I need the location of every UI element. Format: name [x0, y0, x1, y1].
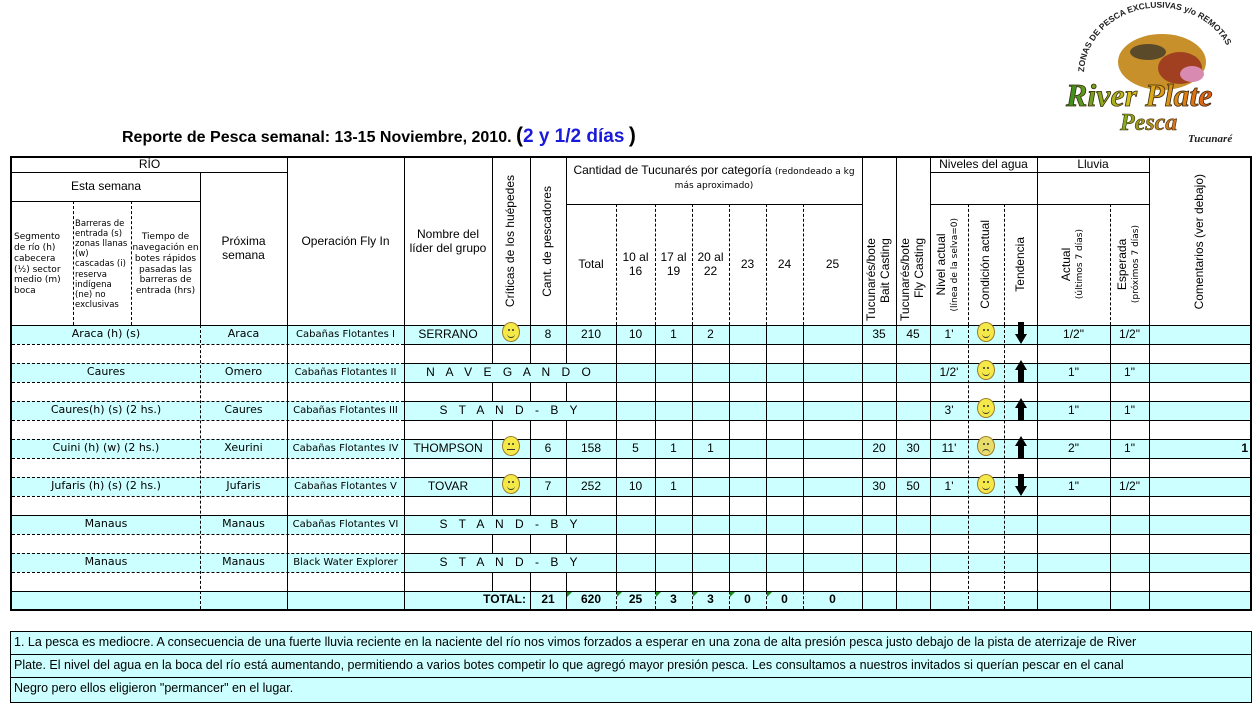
grid-line [12, 496, 404, 497]
row-category-count [803, 325, 862, 344]
row-nivel: 1' [944, 326, 954, 341]
total-category: 0 [744, 592, 751, 607]
arrow-up-icon [1015, 360, 1027, 382]
row-lluvia-esperada: 1/2" [1119, 326, 1140, 341]
row-lider: TOVAR [427, 478, 469, 493]
header-tendencia [1004, 204, 1037, 325]
header-lluvia-esperada [1110, 204, 1149, 325]
grid-line [692, 325, 693, 591]
header-lluvia-esperada-note: (próximos 7 días) [1130, 225, 1141, 304]
header-esta-semana: Esta semana [70, 178, 142, 193]
row-comentario [1149, 477, 1250, 496]
smiley-face-icon [977, 474, 995, 494]
neutral-face-icon [502, 436, 520, 456]
row-segmento: Manaus [84, 517, 128, 531]
row-critica [492, 433, 530, 458]
smiley-face-icon [977, 322, 995, 342]
river-plate-logo [1062, 2, 1254, 150]
row-category-count: 1 [670, 440, 677, 455]
row-fly: 50 [906, 478, 920, 493]
row-proxima: Araca [227, 327, 260, 341]
row-fly: 30 [906, 440, 920, 455]
row-operacion: Cabañas Flotantes IV [292, 442, 399, 454]
row-category-count: 2 [707, 326, 714, 341]
grid-line [1037, 591, 1038, 609]
row-proxima: Omero [224, 365, 263, 379]
title-open-paren: ( [515, 124, 523, 147]
header-bait-casting-text [865, 238, 893, 321]
row-total: 158 [580, 440, 602, 455]
row-proxima: Manaus [222, 555, 265, 569]
header-bait-casting [862, 158, 896, 325]
error-indicator [730, 592, 735, 597]
fishing-report-table [10, 156, 1252, 611]
total-pescadores: 21 [541, 592, 555, 607]
error-indicator [617, 592, 622, 597]
row-category-count: 5 [632, 440, 639, 455]
header-category: 25 [825, 256, 840, 271]
row-total: 210 [580, 326, 602, 341]
header-barreras: Barreras de entrada (s) zonas llanas (w) cascadas (i) reserva indígena (ne) no exclusivas [75, 218, 128, 311]
row-fly: 45 [906, 326, 920, 341]
grid-line [766, 325, 767, 591]
row-category-count: 1 [707, 440, 714, 455]
row-status: S T A N D - B Y [405, 402, 616, 420]
title-close-paren: ) [628, 124, 636, 147]
total-category: 3 [707, 592, 714, 607]
row-bait: 35 [872, 326, 886, 341]
grid-line [655, 325, 656, 591]
header-tiempo: Tiempo de navegación en botes rápidos pasadas las barreras de entrada (hrs) [132, 232, 199, 297]
row-lluvia-esperada: 1" [1124, 440, 1135, 455]
header-lluvia-actual-text [1060, 229, 1088, 299]
row-segmento: Manaus [84, 555, 128, 569]
grid-line [1149, 591, 1150, 609]
row-lluvia-actual: 1" [1068, 478, 1079, 493]
grid-line [930, 591, 931, 609]
header-category: 23 [740, 256, 755, 271]
header-condicion [968, 204, 1004, 325]
header-nivel-actual-main: Nivel actual [934, 233, 949, 296]
header-nivel-actual [930, 204, 968, 325]
comments-box [10, 631, 1252, 703]
row-lluvia-actual: 1/2" [1063, 326, 1084, 341]
smiley-face-icon [977, 360, 995, 380]
header-cantidad-main: Cantidad de Tucunarés por categoría [573, 163, 772, 177]
smiley-face-icon [502, 474, 520, 494]
error-indicator [693, 592, 698, 597]
row-comentario [1149, 401, 1250, 420]
row-tendencia [1004, 397, 1037, 420]
row-nivel: 1/2' [939, 364, 959, 379]
row-fly [896, 363, 930, 382]
row-bait [862, 363, 896, 382]
row-category-count [729, 477, 766, 496]
header-condicion-text [979, 220, 993, 309]
row-lluvia-actual: 2" [1068, 440, 1079, 455]
header-category: 17 al 19 [660, 249, 687, 278]
row-proxima: Caures [224, 403, 263, 417]
row-lluvia-esperada: 1" [1124, 364, 1135, 379]
header-proxima: Próxima semana [221, 233, 266, 262]
header-nivel-actual-note: (línea de la selva=0) [950, 217, 960, 312]
row-tendencia [1004, 321, 1037, 344]
header-rio: RÍO [138, 158, 161, 172]
arrow-up-icon [1015, 398, 1027, 420]
header-fly-casting-text [899, 238, 927, 321]
row-total: 252 [580, 478, 602, 493]
header-lluvia: Lluvia [1077, 158, 1109, 172]
row-lluvia-esperada: 1/2" [1119, 478, 1140, 493]
row-condicion [968, 471, 1004, 496]
row-category-count [766, 477, 803, 496]
header-lluvia-actual-main: Actual [1058, 247, 1073, 282]
header-lluvia-actual [1037, 204, 1110, 325]
grid-line [12, 344, 404, 345]
logo-tag: Tucunaré [1188, 133, 1233, 145]
row-bait [862, 401, 896, 420]
row-category-count [803, 477, 862, 496]
header-criticas [492, 158, 530, 325]
row-condicion [968, 395, 1004, 420]
row-category-count [729, 325, 766, 344]
total-total: 620 [580, 592, 602, 607]
logo-arc-text: ZONAS DE PESCA EXCLUSIVAS y/o REMOTAS [1075, 2, 1234, 73]
row-proxima: Xeurini [224, 441, 263, 455]
row-condicion [968, 357, 1004, 382]
row-segmento: Cuini (h) (w) (2 hs.) [52, 441, 160, 455]
grid-line [12, 382, 404, 383]
report-title [122, 124, 636, 148]
row-nivel: 11' [941, 440, 957, 455]
row-segmento: Araca (h) (s) [71, 327, 141, 341]
row-status: S T A N D - B Y [405, 554, 616, 572]
error-indicator [567, 592, 572, 597]
grid-line [12, 534, 404, 535]
row-category-count [692, 477, 729, 496]
header-lider: Nombre del líder del grupo [409, 226, 487, 255]
header-lluvia-esperada-text [1116, 225, 1144, 303]
row-lluvia-actual: 1" [1068, 402, 1079, 417]
grid-line [862, 591, 863, 609]
grid-line [12, 201, 200, 202]
row-tendencia [1004, 359, 1037, 382]
report-title-main: Reporte de Pesca semanal: 13-15 Noviembre, 2010. [122, 129, 512, 146]
row-comentario [1149, 325, 1250, 344]
header-tendencia-text [1014, 237, 1028, 292]
total-label: TOTAL: [483, 592, 526, 607]
row-lider: THOMPSON [413, 440, 483, 455]
header-fly-casting-line1: Tucunarés/bote [898, 238, 913, 321]
row-operacion: Cabañas Flotantes VI [292, 518, 399, 530]
smiley-face-icon [502, 322, 520, 342]
header-criticas-text: Críticas de los huépedes [503, 175, 518, 308]
row-comentario: 1 [1241, 440, 1248, 455]
header-condicion-main: Condición actual [978, 220, 993, 309]
row-condicion [968, 319, 1004, 344]
row-condicion [968, 433, 1004, 458]
error-indicator [656, 592, 661, 597]
logo-brand: River Plate [1066, 77, 1213, 113]
row-operacion: Cabañas Flotantes II [294, 366, 397, 378]
row-category-count [803, 439, 862, 458]
total-category: 25 [628, 592, 643, 607]
row-fly [896, 401, 930, 420]
header-cantidad-note: (redondeado a kg más aproximado) [674, 167, 855, 191]
row-operacion: Cabañas Flotantes I [296, 328, 395, 340]
comment-line: Negro pero ellos eligieron "permancer" en el lugar. [11, 678, 1251, 702]
smiley-face-icon [977, 398, 995, 418]
row-status: N A V E G A N D O [405, 364, 616, 382]
error-indicator [767, 592, 772, 597]
row-proxima: Jufaris [226, 479, 261, 493]
row-category-count [766, 325, 803, 344]
row-category-count: 10 [628, 326, 643, 341]
grid-line [12, 458, 404, 459]
row-category-count: 1 [670, 326, 677, 341]
row-segmento: Caures [86, 365, 126, 379]
row-bait: 20 [872, 440, 886, 455]
header-lluvia-esperada-main: Esperada [1114, 238, 1129, 291]
grid-line [930, 172, 1149, 173]
header-category: 10 al 16 [622, 249, 649, 278]
title-days: 2 y 1/2 días [522, 126, 625, 147]
row-lider: SERRANO [418, 326, 478, 341]
grid-line [12, 420, 404, 421]
row-status: S T A N D - B Y [405, 516, 616, 534]
arrow-down-icon [1015, 474, 1027, 496]
row-tendencia [1004, 473, 1037, 496]
grid-line [12, 591, 404, 592]
header-operacion: Operación Fly In [301, 233, 390, 248]
row-nivel: 1' [944, 478, 954, 493]
row-critica [492, 319, 530, 344]
arrow-up-icon [1015, 436, 1027, 458]
header-bait-casting-line1: Tucunarés/bote [864, 238, 879, 321]
header-cantidad [566, 158, 862, 204]
header-comentarios [1149, 158, 1250, 325]
row-proxima: Manaus [222, 517, 265, 531]
row-pescadores: 7 [544, 478, 552, 493]
row-segmento: Caures(h) (s) (2 hs.) [50, 403, 162, 417]
arrow-down-icon [1015, 322, 1027, 344]
row-tendencia [1004, 435, 1037, 458]
grid-line [12, 572, 404, 573]
grid-line [729, 325, 730, 591]
row-category-count: 10 [628, 478, 643, 493]
row-category-count [766, 439, 803, 458]
header-nivel-actual-text [935, 218, 963, 311]
grid-line [1110, 591, 1111, 609]
header-cant-pescadores [530, 158, 566, 325]
row-operacion: Cabañas Flotantes V [294, 480, 397, 492]
header-bait-casting-line2: Bait Casting [878, 238, 892, 303]
total-category: 0 [781, 592, 788, 607]
row-pescadores: 6 [544, 440, 552, 455]
comment-line: Plate. El nivel del agua en la boca del río está aumentando, permitiendo a varios botes competir lo que agregó mayor presión pesca. Les consultamos a nuestros invitados si querían pescar en el canal [11, 655, 1251, 678]
header-category: 24 [777, 256, 792, 271]
logo-sub: Pesca [1120, 110, 1178, 136]
row-bait: 30 [872, 478, 886, 493]
grid-line [896, 591, 897, 609]
header-fly-casting [896, 158, 930, 325]
total-category: 3 [670, 592, 677, 607]
header-fly-casting-line2: Fly Casting [912, 238, 926, 299]
comment-line: 1. La pesca es mediocre. A consecuencia de una fuerte lluvia reciente en la naciente del río nos vimos forzados a esperar en una zona de alta presión pesca justo debajo de la pista de aterrizaje de River [11, 632, 1251, 655]
header-total: Total [578, 256, 604, 271]
row-category-count [729, 439, 766, 458]
header-category: 20 al 22 [697, 249, 724, 278]
row-lluvia-esperada: 1" [1124, 402, 1135, 417]
sad-face-icon [977, 436, 995, 456]
row-critica [492, 471, 530, 496]
header-cant-pescadores-text: Cant. de pescadores [540, 186, 555, 297]
header-lluvia-actual-note: (últimos 7 días) [1074, 229, 1085, 300]
grid-line [803, 325, 804, 591]
header-comentarios-text: Comentarios (ver debajo) [1191, 173, 1206, 310]
row-pescadores: 8 [544, 326, 552, 341]
row-category-count: 1 [670, 478, 677, 493]
row-lluvia-actual: 1" [1068, 364, 1079, 379]
row-operacion: Black Water Explorer [293, 556, 398, 568]
row-comentario [1149, 363, 1250, 382]
header-tendencia-main: Tendencia [1012, 237, 1027, 292]
total-category: 0 [829, 592, 836, 607]
header-niveles: Niveles del agua [939, 158, 1028, 172]
row-nivel: 3' [944, 402, 954, 417]
row-operacion: Cabañas Flotantes III [293, 404, 398, 416]
grid-line [616, 325, 617, 591]
header-segmento: Segmento de río (h) cabecera (½) sector medio (m) boca [14, 232, 61, 297]
row-segmento: Jufaris (h) (s) (2 hs.) [51, 479, 161, 493]
